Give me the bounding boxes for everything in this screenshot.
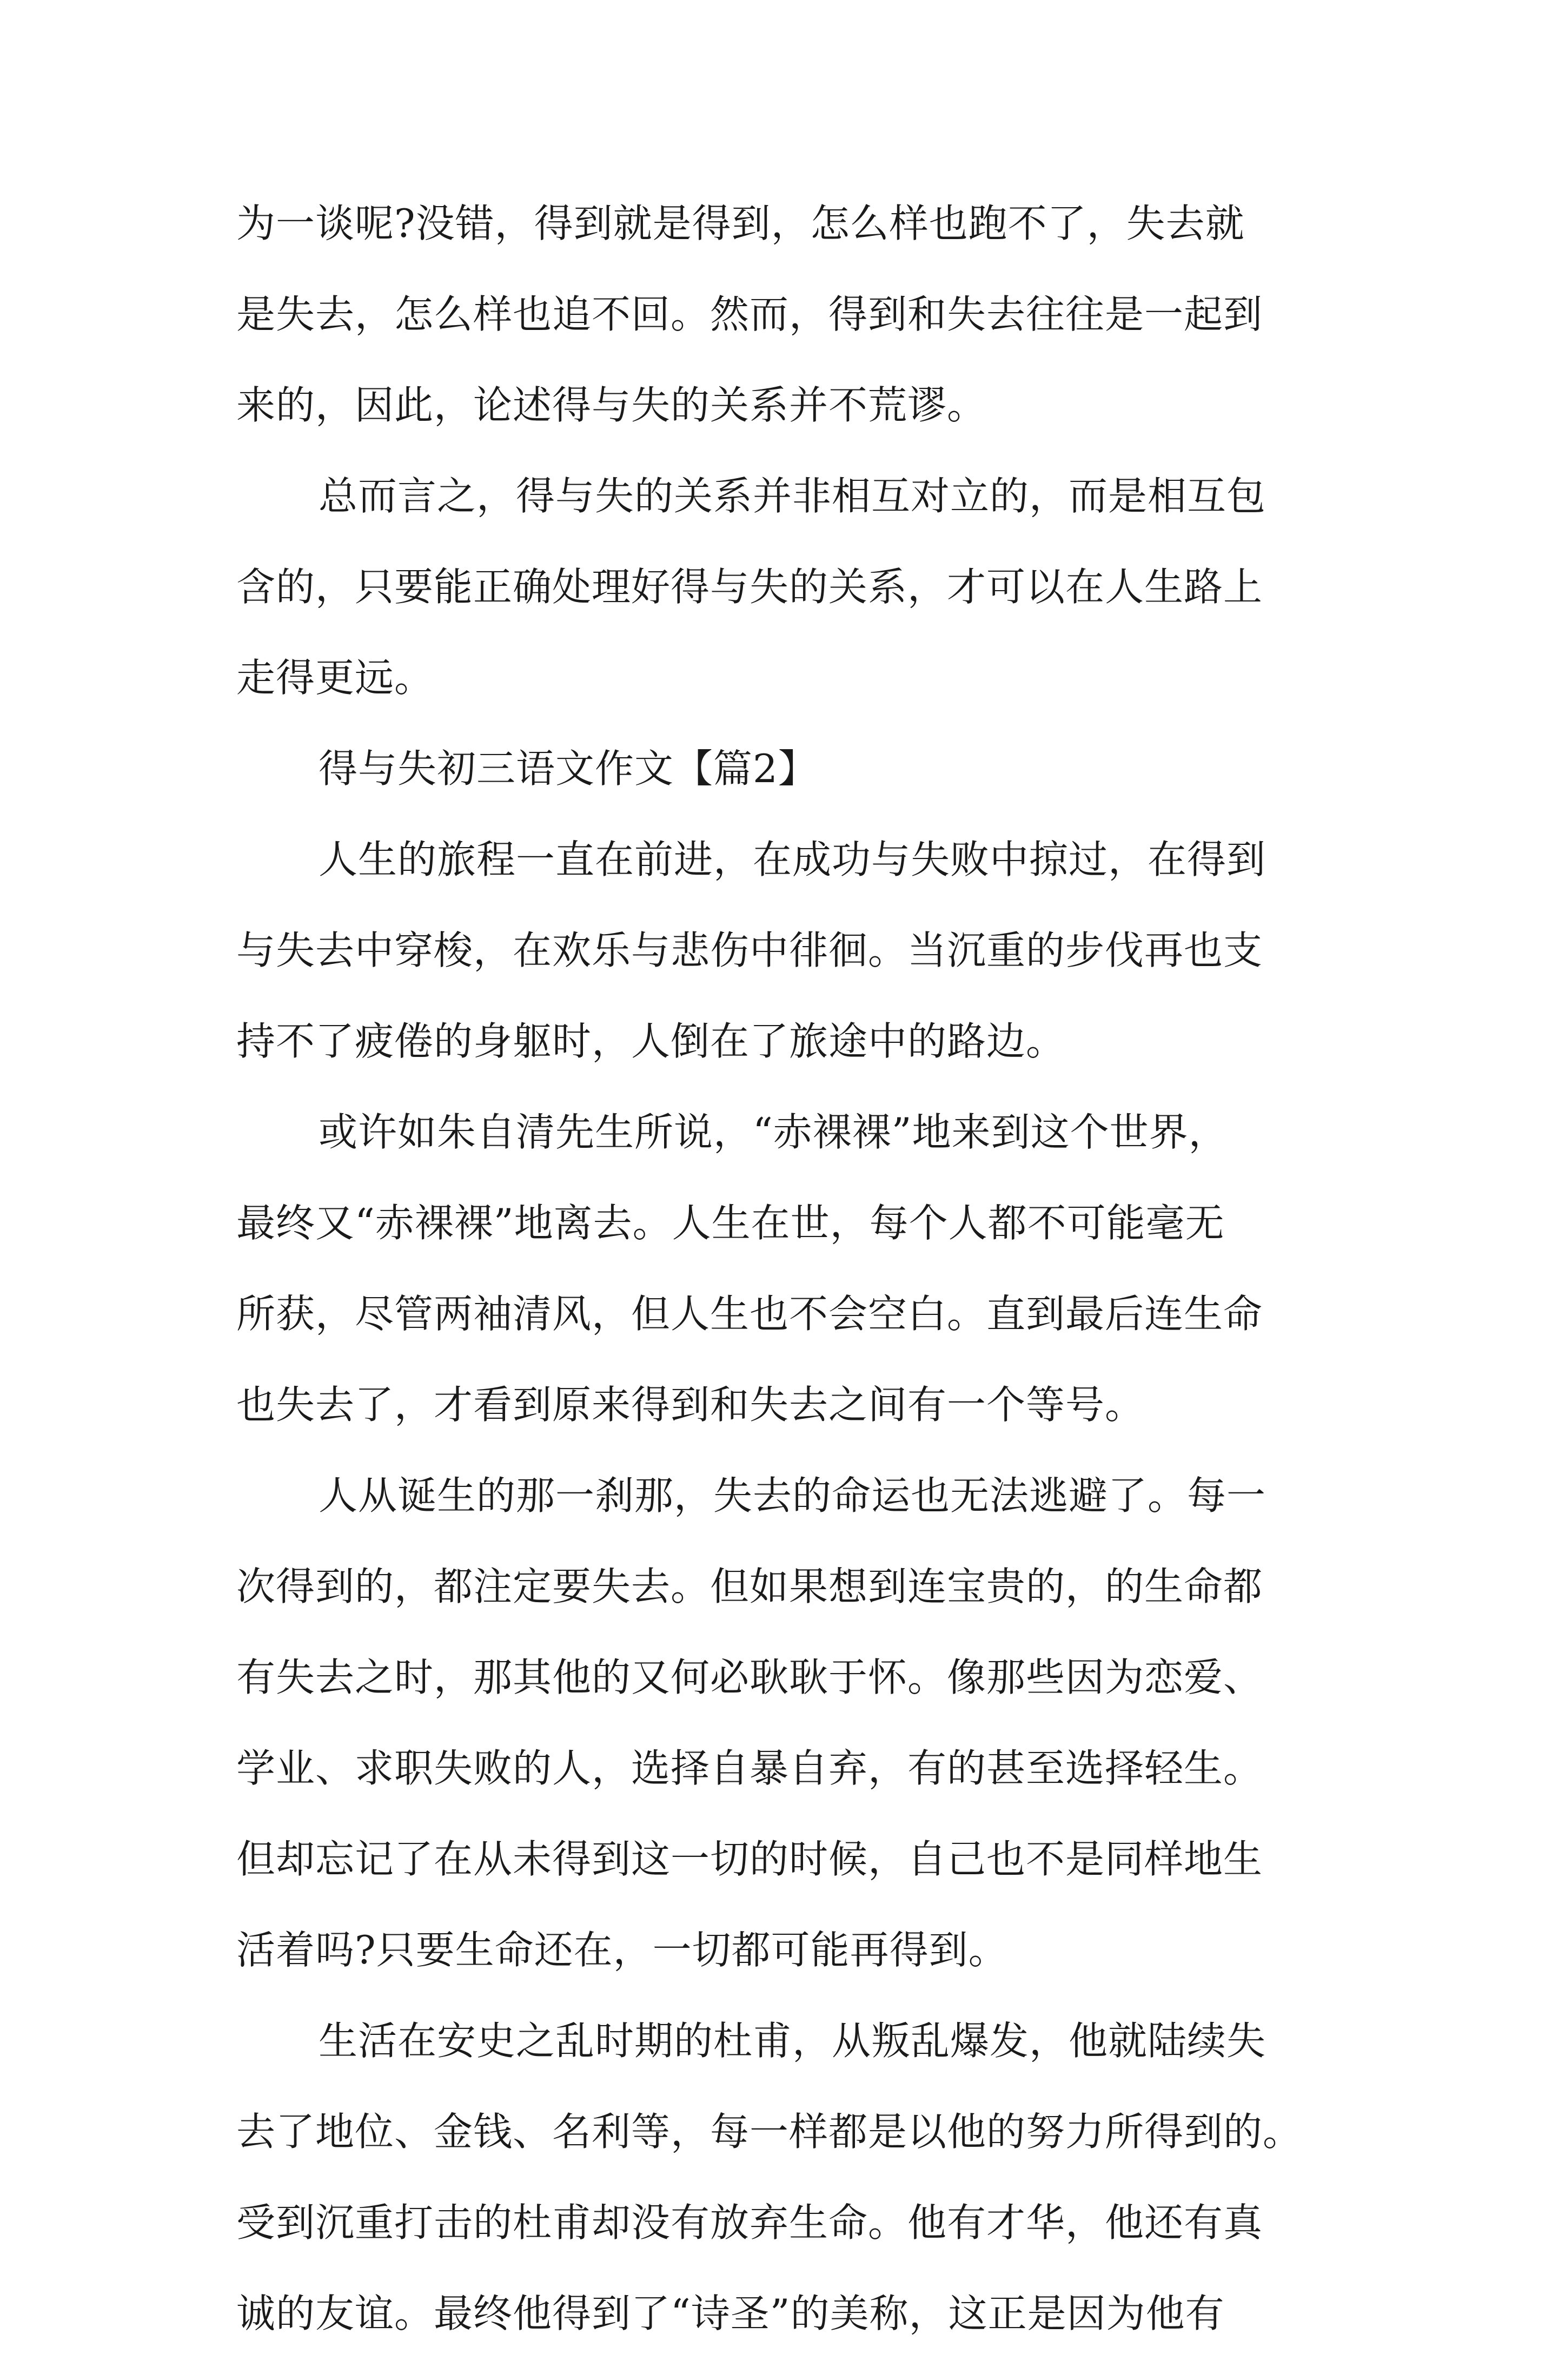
text-line: 诚的友谊。最终他得到了“诗圣”的美称，这正是因为他有 xyxy=(236,2291,1225,2336)
text-line: 去了地位、金钱、名利等，每一样都是以他的努力所得到的。 xyxy=(236,2109,1303,2154)
text-line: 受到沉重打击的杜甫却没有放弃生命。他有才华，他还有真 xyxy=(236,2200,1263,2245)
text-line: 走得更远。 xyxy=(236,655,434,700)
text-line: 人从诞生的那一刹那，失去的命运也无法逃避了。每一 xyxy=(319,1473,1266,1518)
text-line: 学业、求职失败的人，选择自暴自弃，有的甚至选择轻生。 xyxy=(236,1746,1263,1791)
text-line: 含的，只要能正确处理好得与失的关系，才可以在人生路上 xyxy=(236,564,1263,610)
text-line: 活着吗?只要生命还在，一切都可能再得到。 xyxy=(236,1927,1008,1973)
text-line: 为一谈呢?没错，得到就是得到，怎么样也跑不了，失去就 xyxy=(236,201,1245,246)
text-line: 但却忘记了在从未得到这一切的时候，自己也不是同样地生 xyxy=(236,1836,1263,1882)
text-line: 人生的旅程一直在前进，在成功与失败中掠过，在得到 xyxy=(319,837,1266,882)
text-line: 来的，因此，论述得与失的关系并不荒谬。 xyxy=(236,382,987,428)
text-line: 有失去之时，那其他的又何必耿耿于怀。像那些因为恋爱、 xyxy=(236,1655,1263,1700)
text-line: 总而言之，得与失的关系并非相互对立的，而是相互包 xyxy=(319,473,1266,519)
text-line: 次得到的，都注定要失去。但如果想到连宝贵的，的生命都 xyxy=(236,1564,1263,1609)
text-line: 所获，尽管两袖清风，但人生也不会空白。直到最后连生命 xyxy=(236,1291,1263,1337)
text-line: 持不了疲倦的身躯时，人倒在了旅途中的路边。 xyxy=(236,1019,1066,1064)
text-line: 或许如朱自清先生所说，“赤裸裸”地来到这个世界， xyxy=(319,1109,1228,1155)
text-line: 生活在安史之乱时期的杜甫，从叛乱爆发，他就陆续失 xyxy=(319,2018,1266,2064)
text-line: 也失去了，才看到原来得到和失去之间有一个等号。 xyxy=(236,1382,1145,1427)
text-line: 最终又“赤裸裸”地离去。人生在世，每个人都不可能毫无 xyxy=(236,1200,1225,1246)
section-heading: 得与失初三语文作文【篇2】 xyxy=(319,746,818,791)
text-line: 与失去中穿梭，在欢乐与悲伤中徘徊。当沉重的步伐再也支 xyxy=(236,928,1263,973)
text-line: 是失去，怎么样也追不回。然而，得到和失去往往是一起到 xyxy=(236,292,1263,337)
document-body xyxy=(236,199,1339,2380)
